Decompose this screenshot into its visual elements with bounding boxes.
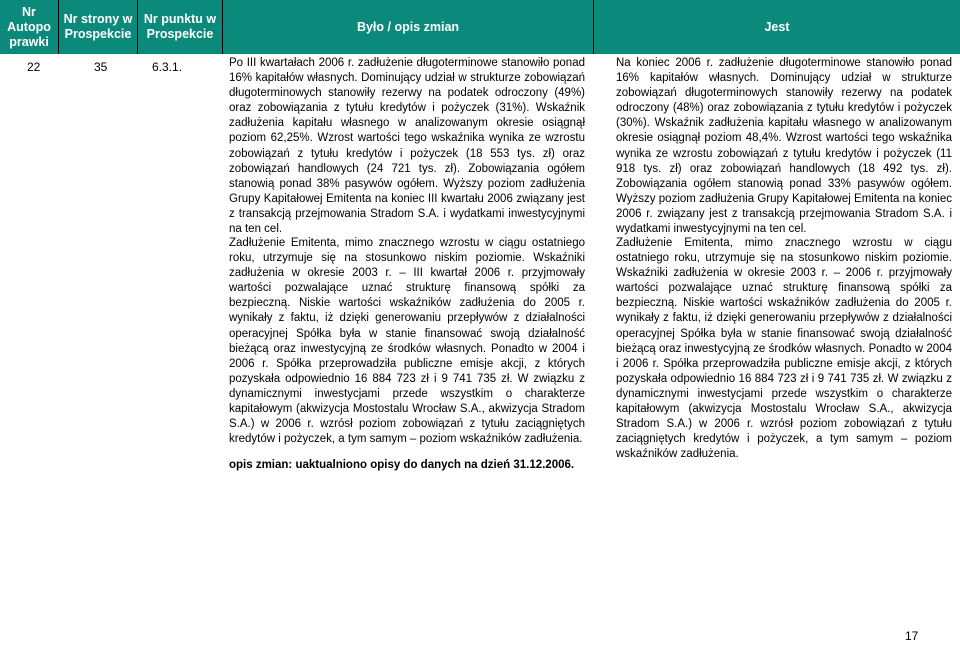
page-number: 17	[905, 629, 919, 643]
nr-autopoprawki: 22	[27, 60, 41, 74]
table-header	[0, 0, 960, 54]
nr-punktu: 6.3.1.	[152, 60, 183, 74]
jest-paragraph-1: Na koniec 2006 r. zadłużenie długoterminowe stanowiło ponad 16% kapitałów własnych. Dominujący udział w strukturze zobowiązań długoterminowych stanowiły rezerwy na podatek odroczony (48%) oraz zobowiązania z tytułu kredytów i pożyczek (30%). Wskaźnik zadłużenia kapitału własnego w analizowanym okresie osiągnął poziom 48,4%. Wzrost wartości tego wskaźnika wynika ze wzrostu zobowiązań z tytułu kredytów i pożyczek (11 918 tys. zł) oraz zobowiązań handlowych (18 492 tys. zł). Zobowiązania ogółem stanowią ponad 33% pasywów ogółem. Wyższy poziom zadłużenia Grupy Kapitałowej Emitenta na koniec 2006 r. związany jest z transakcją przejmowania Stradom S.A. i wydatkami inwestycyjnymi na ten cel.	[616, 57, 952, 236]
bylo-paragraph-1: Po III kwartałach 2006 r. zadłużenie długoterminowe stanowiło ponad 16% kapitałów własnych. Dominujący udział w strukturze zobowiązań długoterminowych stanowiły rezerwy na podatek odroczony (49%) oraz zobowiązania z tytułu kredytów i pożyczek (31%). Wskaźnik zadłużenia kapitału własnego w analizowanym okresie osiągnął poziom 62,25%. Wzrost wartości tego wskaźnika wynika ze wzrostu zobowiązań z tytułu kredytów i pożyczek (18 553 tys. zł) oraz zobowiązań handlowych (24 721 tys. zł). Zobowiązania ogółem stanowią ponad 38% pasywów ogółem. Wyższy poziom zadłużenia Grupy Kapitałowej Emitenta na koniec III kwartału 2006 związany jest z transakcją przejmowania Stradom S.A. i wydatkami inwestycyjnymi na ten cel.	[229, 57, 585, 236]
header-bylo-label: Było / opis zmian	[356, 19, 460, 34]
header-nr-punktu-line2: Prospekcie	[146, 27, 214, 41]
header-nr-strony	[59, 0, 137, 54]
header-nr-punktu-line1: Nr punktu w	[143, 12, 217, 26]
header-bylo	[223, 0, 593, 54]
header-jest-label: Jest	[764, 19, 790, 34]
header-nr-autopoprawki-line3: prawki	[9, 34, 49, 49]
header-nr-punktu	[138, 0, 222, 54]
jest-paragraph-2: Zadłużenie Emitenta, mimo znacznego wzrostu w ciągu ostatniego roku, utrzymuje się na stosunkowo niskim poziomie. Wskaźniki zadłużenia w okresie 2003 r. – 2006 r. przyjmowały wartości pozwalające uznać strukturę finansową spółki za bezpieczną. Niskie wartości wskaźników zadłużenia do 2005 r. wynikały z faktu, iż dzięki generowaniu przepływów z działalności operacyjnej Spółka była w stanie finansować swoją działalność bieżącą oraz inwestycyjną ze środków własnych. Ponadto w 2004 i 2006 r. Spółka przeprowadziła publiczne emisje akcji, z których pozyskała odpowiednio 16 884 723 zł i 9 741 735 zł. W związku z dynamicznymi inwestycjami przede wszystkim o charakterze kapitałowym (akwizycja Mostostalu Wrocław S.A., akwizycja Stradom S.A.) w 2006 r. wzrósł poziom zobowiązań z tytułu zaciągniętych kredytów i pożyczek, a tym samym – poziom wskaźników zadłużenia.	[616, 237, 952, 461]
nr-strony: 35	[94, 60, 108, 74]
header-nr-autopoprawki	[0, 0, 58, 54]
header-nr-strony-line1: Nr strony w	[63, 12, 133, 26]
header-nr-autopoprawki-line2: Autopo	[7, 19, 51, 34]
change-description-note: opis zmian: uaktualniono opisy do danych na dzień 31.12.2006.	[229, 459, 575, 471]
header-nr-autopoprawki-line1: Nr	[22, 4, 36, 19]
header-nr-strony-line2: Prospekcie	[64, 27, 132, 41]
bylo-paragraph-2: Zadłużenie Emitenta, mimo znacznego wzrostu w ciągu ostatniego roku, utrzymuje się na stosunkowo niskim poziomie. Wskaźniki zadłużenia w okresie 2003 r. – III kwartał 2006 r. przyjmowały wartości pozwalające uznać strukturę finansową spółki za bezpieczną. Niskie wartości wskaźników zadłużenia do 2005 r. wynikały z faktu, iż dzięki generowaniu przepływów z działalności operacyjnej Spółka była w stanie finansować swoją działalność bieżącą oraz inwestycyjną ze środków własnych. Ponadto w 2004 i 2006 r. Spółka przeprowadziła publiczne emisje akcji, z których pozyskała odpowiednio 16 884 723 zł i 9 741 735 zł. W związku z dynamicznymi inwestycjami przede wszystkim o charakterze kapitałowym (akwizycja Mostostalu Wrocław S.A., akwizycja Stradom S.A.) w 2006 r. wzrósł poziom zobowiązań z tytułu zaciągniętych kredytów i pożyczek, a tym samym – poziom wskaźników zadłużenia.	[229, 237, 585, 446]
header-jest	[594, 0, 960, 54]
